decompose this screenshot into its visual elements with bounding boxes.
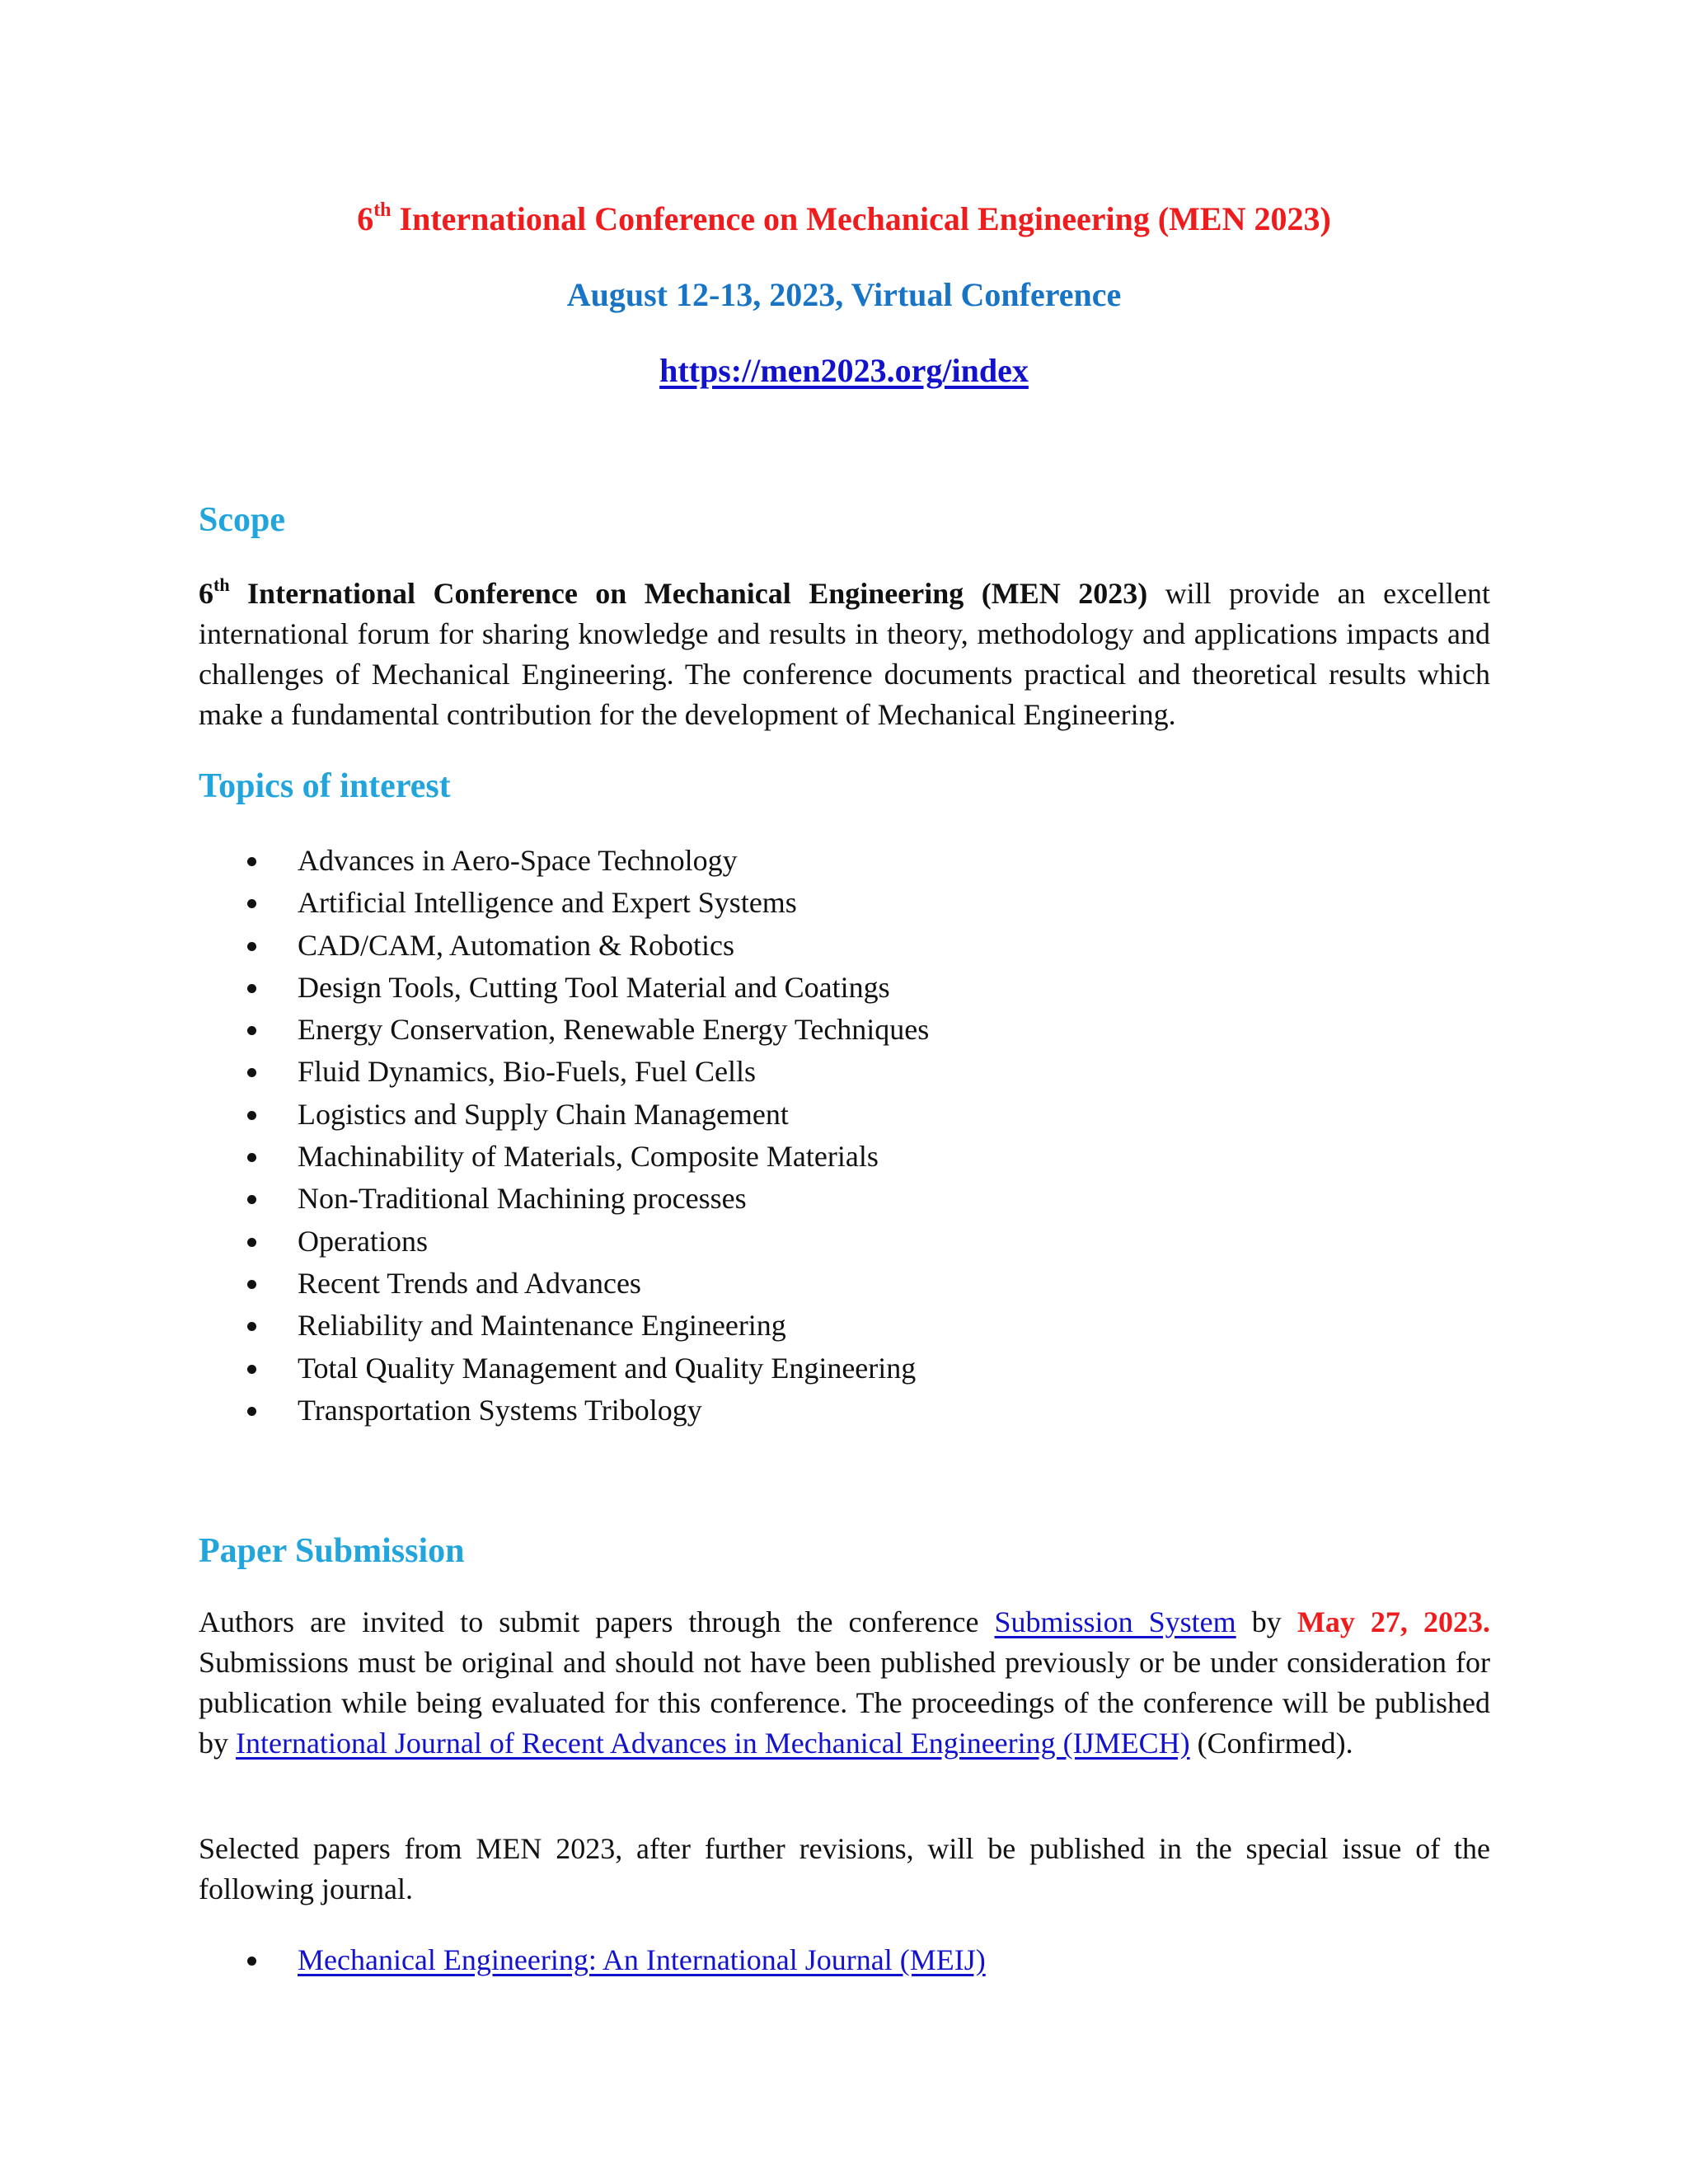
conference-date: August 12-13, 2023, Virtual Conference (566, 276, 1122, 313)
topic-item (199, 1178, 929, 1220)
bullet-icon (247, 1280, 256, 1289)
scope-heading: Scope (199, 501, 285, 539)
scope-lead (199, 574, 1148, 610)
topic-item-label: Design Tools, Cutting Tool Material and Coatings (298, 970, 890, 1004)
topic-item-label: CAD/CAM, Automation & Robotics (298, 928, 735, 962)
scope-lead-ordinal: 6 (199, 577, 213, 610)
scope-paragraph (199, 574, 1490, 735)
bullet-icon (247, 1153, 256, 1162)
bullet-icon (247, 1407, 256, 1416)
bullet-icon (247, 1322, 256, 1331)
journal-item[interactable] (199, 1939, 986, 1981)
topic-item (199, 840, 929, 882)
submission-heading: Paper Submission (199, 1532, 465, 1570)
topic-item-label: Operations (298, 1224, 428, 1258)
topic-item (199, 967, 929, 1009)
topic-item-label: Non-Traditional Machining processes (298, 1182, 747, 1216)
topics-heading: Topics of interest (199, 767, 451, 805)
topic-item (199, 1390, 929, 1432)
title-text: International Conference on Mechanical Engineering (MEN 2023) (391, 200, 1331, 237)
bullet-icon (247, 899, 256, 908)
scope-lead-text: International Conference on Mechanical Engineering (MEN 2023) (229, 577, 1148, 610)
topic-item (199, 1347, 929, 1390)
topic-item (199, 1263, 929, 1305)
submission-deadline: May 27, 2023. (1296, 1605, 1490, 1638)
selected-papers-paragraph: Selected papers from MEN 2023, after further revisions, will be published in the special issue of the following journal. (199, 1832, 1490, 1905)
scope-lead-ordinal-suffix: th (213, 574, 230, 595)
topic-item (199, 1009, 929, 1051)
journal-list (199, 1939, 986, 1981)
topic-item-label: Reliability and Maintenance Engineering (298, 1309, 786, 1343)
topic-item (199, 1136, 929, 1178)
title-ordinal: 6 (357, 200, 374, 237)
topic-item (199, 1305, 929, 1347)
conference-url-line (0, 351, 1688, 391)
bullet-icon (247, 1365, 256, 1374)
topic-item (199, 1221, 929, 1263)
bullet-icon (247, 984, 256, 993)
bullet-icon (247, 1238, 256, 1247)
submission-text-4: (Confirmed). (1189, 1727, 1353, 1760)
topic-item-label: Machinability of Materials, Composite Materials (298, 1140, 879, 1174)
bullet-icon (247, 1026, 256, 1035)
topic-item-label: Logistics and Supply Chain Management (298, 1097, 789, 1131)
submission-text-2: by (1236, 1605, 1297, 1638)
bullet-icon (247, 1957, 256, 1966)
submission-paragraph (199, 1602, 1490, 1764)
scope-body: will provide an excellent international forum for sharing knowledge and results in theory, methodology and applications impacts and challenges of Mechanical Engineering. The conference documents practical and theoretical results which make a fundamental contribution for the development of Mechanical Engineering. (199, 577, 1491, 731)
submission-system-link[interactable]: Submission System (994, 1605, 1236, 1638)
topic-item-label: Advances in Aero-Space Technology (298, 844, 738, 877)
bullet-icon (247, 942, 256, 951)
bullet-icon (247, 857, 256, 866)
topic-item (199, 1051, 929, 1093)
topic-item-label: Recent Trends and Advances (298, 1266, 641, 1300)
topic-item-label: Artificial Intelligence and Expert Systems (298, 886, 797, 920)
journal-item-label[interactable]: Mechanical Engineering: An International Journal (MEIJ) (298, 1943, 986, 1976)
submission-text-1: Authors are invited to submit papers through the conference (199, 1605, 995, 1638)
topic-item-label: Total Quality Management and Quality Engineering (298, 1351, 917, 1385)
title-ordinal-suffix: th (373, 199, 392, 221)
conference-url-link[interactable]: https://men2023.org/index (659, 352, 1029, 389)
bullet-icon (247, 1068, 256, 1077)
bullet-icon (247, 1195, 256, 1204)
bullet-icon (247, 1111, 256, 1120)
topic-item-label: Transportation Systems Tribology (298, 1393, 702, 1427)
topic-item-label: Fluid Dynamics, Bio-Fuels, Fuel Cells (298, 1055, 757, 1089)
submission-text-3: Submissions must be original and should not have been published previously or be under consideration for publication while being evaluated for this conference. The proceedings of the conference will be published by (199, 1646, 1490, 1760)
topics-list (199, 840, 929, 1432)
topic-item (199, 925, 929, 967)
topic-item-label: Energy Conservation, Renewable Energy Techniques (298, 1013, 930, 1047)
topic-item (199, 1094, 929, 1136)
ijmech-journal-link[interactable]: International Journal of Recent Advances in Mechanical Engineering (IJMECH) (236, 1727, 1190, 1760)
topic-item (199, 882, 929, 924)
conference-title (0, 199, 1688, 239)
